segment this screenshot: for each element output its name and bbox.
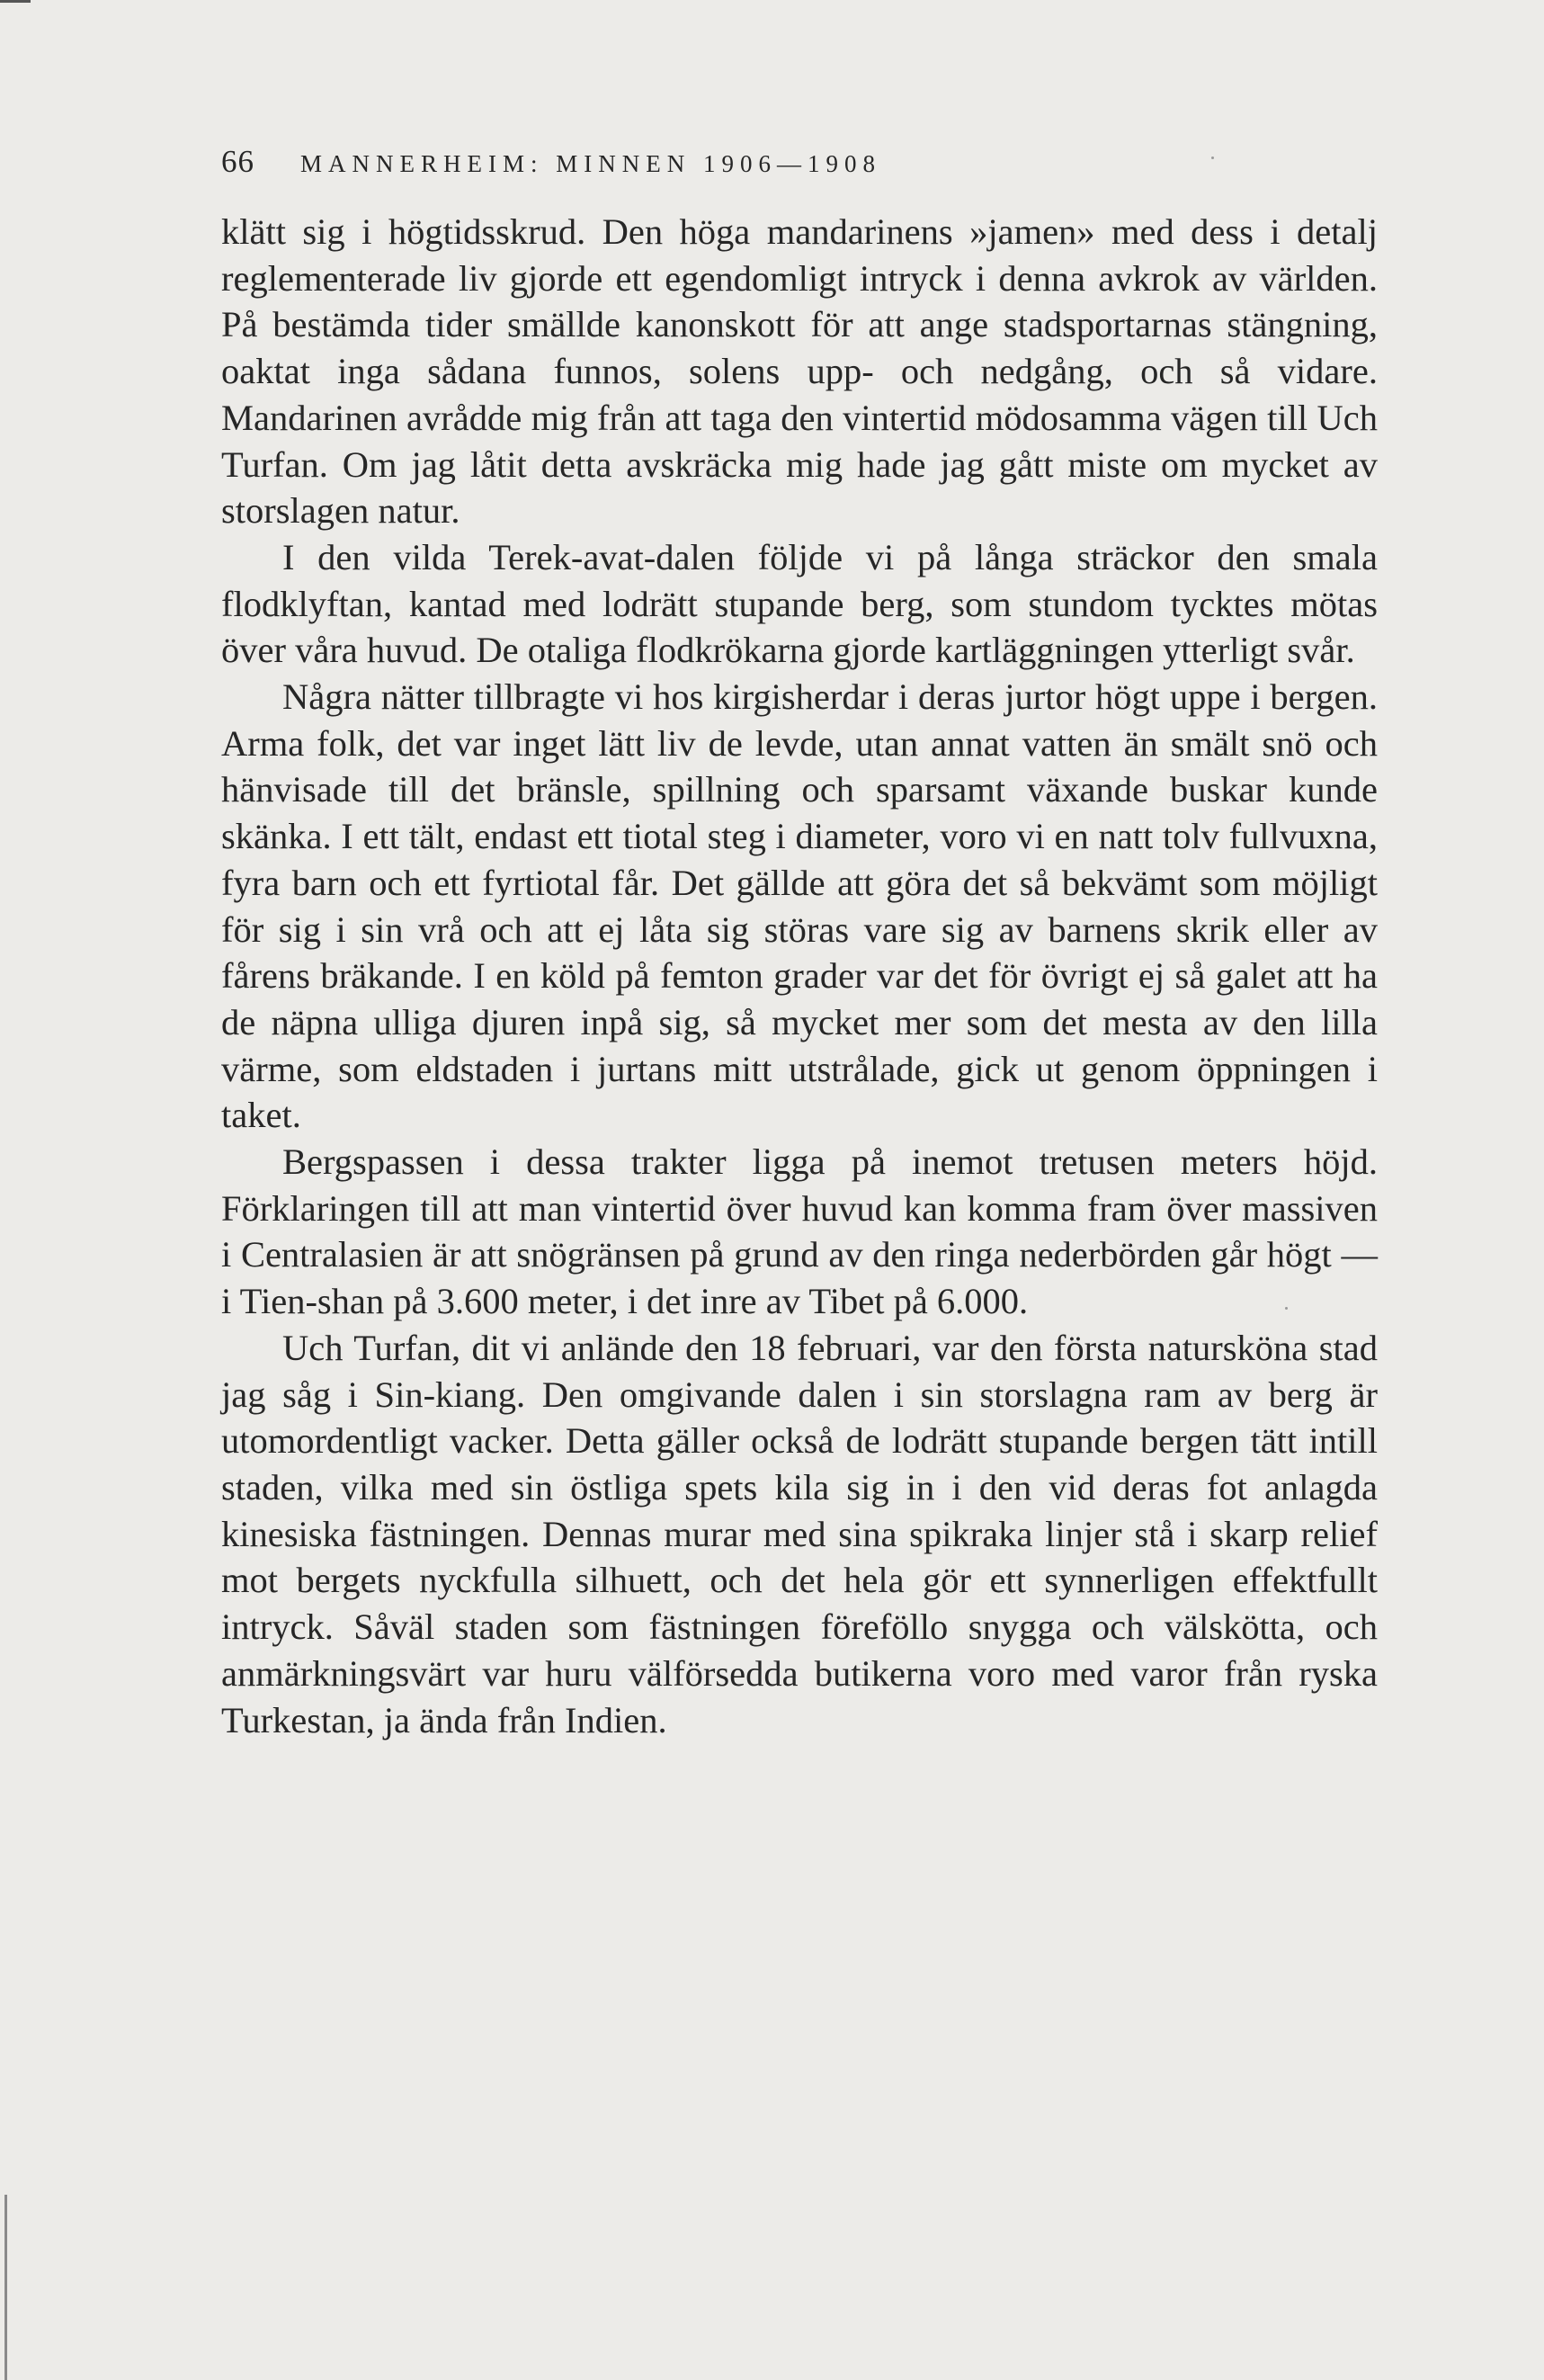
page-number: 66 [221, 144, 254, 179]
running-header [221, 144, 1378, 209]
scan-edge-mark [0, 0, 31, 3]
book-page [221, 144, 1378, 1743]
paragraph: Några nätter tillbragte vi hos kirgisherdar i deras jurtor högt uppe i bergen. Arma folk, det var inget lätt liv de levde, utan annat vatten än smält snö och hänvisade till det bränsle, spillning och sparsamt växande buskar kunde skänka. I ett tält, endast ett tiotal steg i diameter, voro vi en natt tolv fullvuxna, fyra barn och ett fyrtiotal får. Det gällde att göra det så bekvämt som möjligt för sig i sin vrå och att ej låta sig störas vare sig av barnens skrik eller av fårens bräkande. I en köld på femton grader var det för övrigt ej så galet att ha de näpna ulliga djuren inpå sig, så mycket mer som det mesta av den lilla värme, som eldstaden i jurtans mitt utstrålade, gick ut genom öppningen i taket. [221, 676, 1378, 1136]
paragraph: I den vilda Terek-avat-dalen följde vi på långa sträckor den smala flodklyftan, kantad med lodrätt stupande berg, som stundom tycktes mötas över våra huvud. De otaliga flodkrökarna gjorde kartläggningen ytterligt svår. [221, 536, 1378, 671]
paragraph: Uch Turfan, dit vi anlände den 18 februari, var den första natursköna stad jag såg i Sin-kiang. Den omgivande dalen i sin storslagna ram av berg är utomordentligt vacker. Detta gäller också de lodrätt stupande bergen tätt intill staden, vilka med sin östliga spets kila sig in i den vid deras fot anlagda kinesiska fästningen. Dennas murar med sina spikraka linjer stå i skarp relief mot bergets nyckfulla silhuett, och det hela gör ett synnerligen effektfullt intryck. Såväl staden som fästningen föreföllo snygga och välskötta, och anmärkningsvärt var huru välförsedda butikerna voro med varor från ryska Turkestan, ja ända från Indien. [221, 1327, 1378, 1740]
running-title: MANNERHEIM: MINNEN 1906—1908 [300, 150, 881, 177]
paragraph: Bergspassen i dessa trakter ligga på inemot tretusen meters höjd. Förklaringen till att man vintertid över huvud kan komma fram över massiven i Centralasien är att snögränsen på grund av den ringa nederbörden går högt — i Tien-shan på 3.600 meter, i det inre av Tibet på 6.000. [221, 1141, 1378, 1322]
body-text [221, 209, 1378, 1743]
paragraph: klätt sig i högtidsskrud. Den höga mandarinens »jamen» med dess i detalj reglementerade liv gjorde ett egendomligt intryck i denna avkrok av världen. På bestämda tider smällde kanonskott för att ange stadsportarnas stängning, oaktat inga sådana funnos, solens upp- och nedgång, och så vidare. Mandarinen avrådde mig från att taga den vintertid mödosamma vägen till Uch Turfan. Om jag låtit detta avskräcka mig hade jag gått miste om mycket av storslagen natur. [221, 211, 1378, 532]
scan-edge-mark [4, 2195, 7, 2380]
